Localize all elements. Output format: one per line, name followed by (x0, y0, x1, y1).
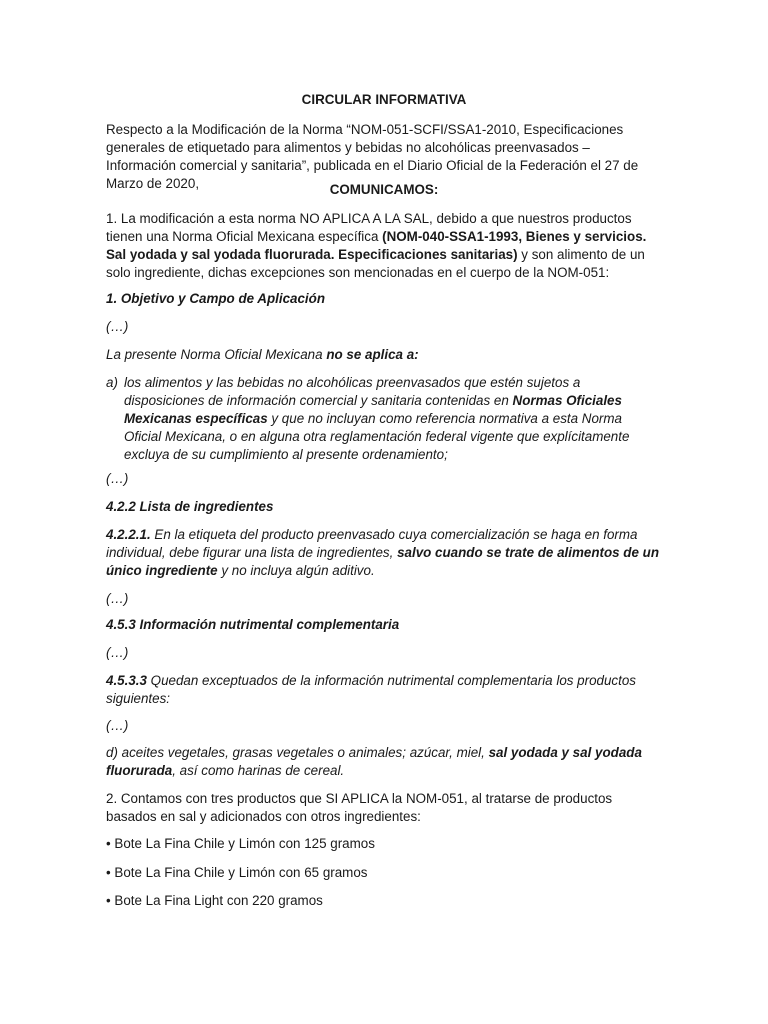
item-a-text-end: y que no incluyan como referencia normativa a esta Norma Oficial Mexicana, o en alguna otra reglamentación federal vigente que explícitamente excluya de su cumplimiento al presente ordenamiento; (124, 411, 630, 462)
clause-4221-text-end: y no incluya algún aditivo. (217, 563, 375, 578)
clause-4221-text: En la etiqueta del producto preenvasado cuya comercialización se haga en forma individual, debe figurar una lista de ingredientes, (106, 527, 638, 560)
ellipsis-5: (…) (106, 718, 129, 733)
list-item-a (106, 374, 662, 464)
paragraph-1 (106, 210, 662, 282)
item-d-text-end: , así como harinas de cereal. (172, 763, 345, 778)
no-se-aplica-emphasis: no se aplica a: (326, 347, 419, 362)
paragraph-4221 (106, 526, 662, 580)
intro-paragraph: Respecto a la Modificación de la Norma “NOM-051-SCFI/SSA1-2010, Especificaciones generales de etiquetado para alimentos y bebidas no alcohólicas preenvasados – Información comercial y sanitaria”, publicada en el Diario Oficial de la Federación el 27 de Marzo de 2020, (106, 122, 639, 191)
section-heading-lista-ingredientes: 4.2.2 Lista de ingredientes (106, 499, 274, 514)
presente-norma-line (106, 346, 662, 364)
ellipsis-1: (…) (106, 319, 129, 334)
paragraph-1-text: 1. La modificación a esta norma NO APLICA A LA SAL, debido a que nuestros productos tienen una Norma Oficial Mexicana específica (106, 211, 632, 244)
document-title: CIRCULAR INFORMATIVA (301, 92, 467, 107)
ellipsis-4: (…) (106, 645, 129, 660)
item-d (106, 744, 662, 780)
clause-number-4533: 4.5.3.3 (106, 673, 147, 688)
clause-4533-text: Quedan exceptuados de la información nutrimental complementaria los productos siguientes: (106, 673, 636, 706)
section-heading-objetivo: 1. Objetivo y Campo de Aplicación (106, 291, 326, 306)
clause-4221-emphasis: salvo cuando se trate de alimentos de un único ingrediente (106, 545, 660, 578)
list-marker-a: a) (106, 375, 118, 390)
paragraph-4533 (106, 672, 662, 708)
paragraph-1-text-end: y son alimento de un solo ingrediente, dichas excepciones son mencionadas en el cuerpo de la NOM-051: (106, 247, 645, 280)
ellipsis-2: (…) (106, 471, 129, 486)
item-d-text: d) aceites vegetales, grasas vegetales o animales; azúcar, miel, (106, 745, 489, 760)
nom-040-reference: (NOM-040-SSA1-1993, Bienes y servicios. Sal yodada y sal yodada fluorurada. Especificaciones sanitarias) (106, 229, 647, 262)
clause-number-4221: 4.2.2.1. (106, 527, 151, 542)
paragraph-2: 2. Contamos con tres productos que SI APLICA la NOM-051, al tratarse de productos basados en sal y adicionados con otros ingredientes: (106, 791, 613, 824)
section-heading-info-nutrimental: 4.5.3 Información nutrimental complementaria (106, 617, 400, 632)
product-item: • Bote La Fina Light con 220 gramos (106, 893, 323, 908)
item-a-emphasis: Normas Oficiales Mexicanas específicas (124, 393, 622, 426)
product-item: • Bote La Fina Chile y Limón con 125 gramos (106, 836, 375, 851)
comunicamos-heading: COMUNICAMOS: (329, 182, 439, 197)
item-a-text-start: los alimentos y las bebidas no alcohólicas preenvasados que estén sujetos a disposiciones de información comercial y sanitaria contenidas en (124, 375, 581, 408)
presente-text: La presente Norma Oficial Mexicana (106, 347, 327, 362)
ellipsis-3: (…) (106, 591, 129, 606)
list-item-a-text (124, 374, 662, 464)
item-d-emphasis: sal yodada y sal yodada fluorurada (106, 745, 642, 778)
product-item: • Bote La Fina Chile y Limón con 65 gramos (106, 865, 368, 880)
